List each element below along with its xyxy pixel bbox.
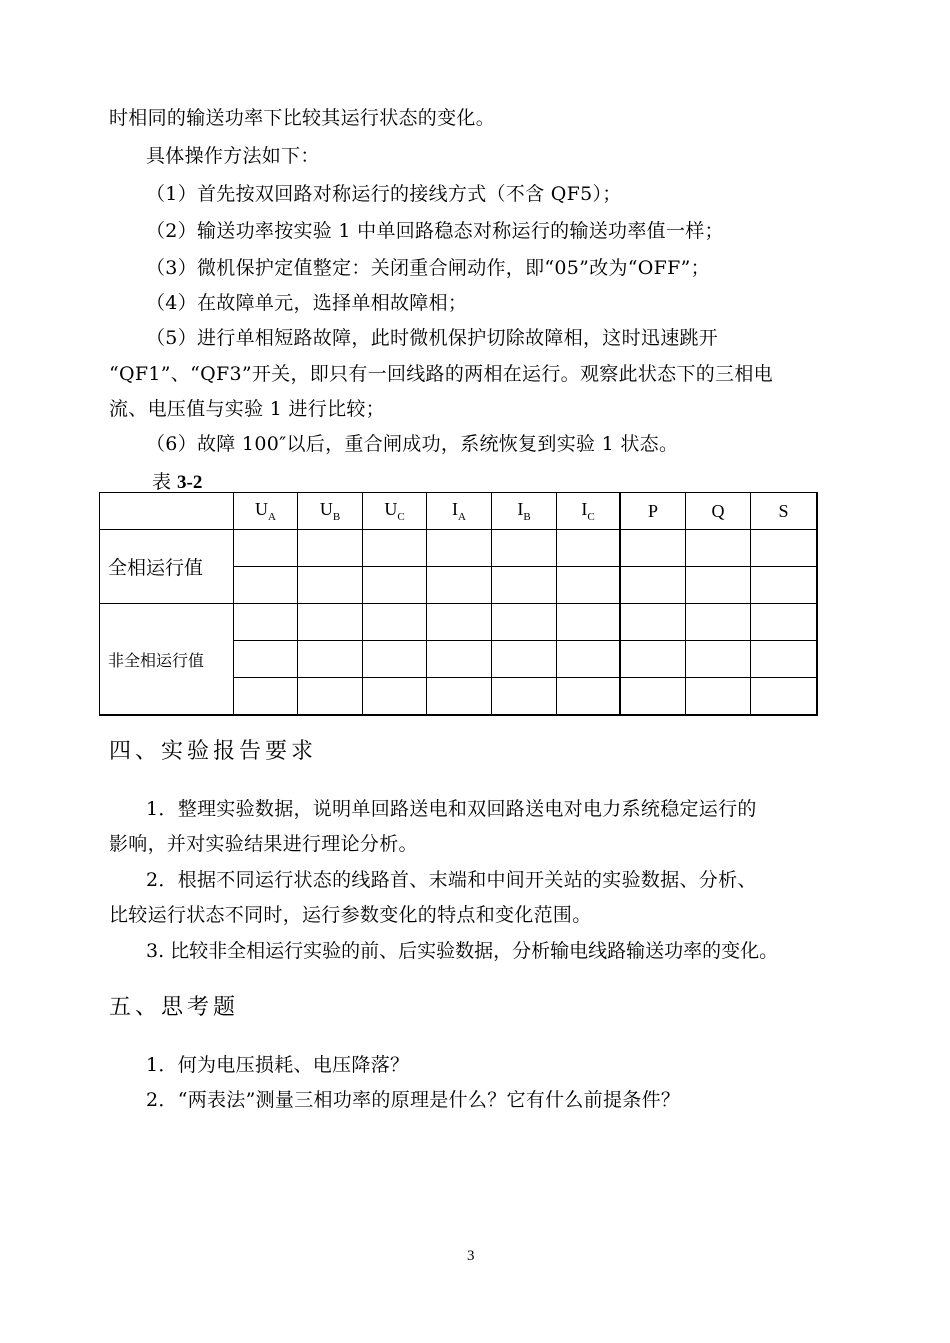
row-label-non-full-phase: 非全相运行值 bbox=[100, 604, 234, 716]
step-5-cont: 流、电压值与实验 1 进行比较； bbox=[109, 398, 385, 420]
paragraph-line: 时相同的输送功率下比较其运行状态的变化。 bbox=[109, 107, 496, 129]
paragraph-line: 具体操作方法如下： bbox=[146, 145, 320, 167]
table-caption bbox=[152, 467, 202, 494]
step-5: （5）进行单相短路故障，此时微机保护切除故障相，这时迅速跳开 bbox=[146, 327, 719, 349]
report-item-2: 2．根据不同运行状态的线路首、末端和中间开关站的实验数据、分析、 bbox=[146, 869, 757, 891]
table-caption-prefix: 表 bbox=[152, 471, 178, 493]
header-ua: $U_A$ bbox=[234, 493, 298, 530]
table-header-row bbox=[100, 493, 818, 530]
header-p: P bbox=[620, 493, 686, 530]
step-4: （4）在故障单元，选择单相故障相； bbox=[146, 292, 468, 314]
header-ib: $I_B$ bbox=[492, 493, 557, 530]
data-table bbox=[99, 492, 818, 716]
table-corner-cell bbox=[100, 493, 234, 530]
step-2: （2）输送功率按实验 1 中单回路稳态对称运行的输送功率值一样； bbox=[146, 220, 724, 242]
header-s: S bbox=[751, 493, 818, 530]
page-number: 3 bbox=[467, 1248, 475, 1264]
report-item-2-cont: 比较运行状态不同时，运行参数变化的特点和变化范围。 bbox=[109, 904, 592, 926]
step-1: （1）首先按双回路对称运行的接线方式（不含 QF5）； bbox=[146, 183, 622, 205]
step-6: （6）故障 100″以后，重合闸成功，系统恢复到实验 1 状态。 bbox=[146, 433, 679, 455]
report-item-1: 1．整理实验数据，说明单回路送电和双回路送电对电力系统稳定运行的 bbox=[146, 798, 757, 820]
report-item-1-cont: 影响，并对实验结果进行理论分析。 bbox=[109, 833, 418, 855]
question-2: 2．“两表法”测量三相功率的原理是什么？它有什么前提条件？ bbox=[146, 1089, 681, 1111]
header-q: Q bbox=[686, 493, 751, 530]
question-1: 1．何为电压损耗、电压降落？ bbox=[146, 1054, 410, 1076]
header-ia: $I_A$ bbox=[427, 493, 492, 530]
header-ic: $I_C$ bbox=[557, 493, 621, 530]
step-3: （3）微机保护定值整定：关闭重合闸动作，即“05”改为“OFF”； bbox=[146, 257, 710, 279]
section-heading-questions: 五、思考题 bbox=[109, 995, 240, 1020]
header-ub: $U_B$ bbox=[298, 493, 363, 530]
table-caption-number: 3-2 bbox=[177, 472, 203, 493]
table-row bbox=[100, 604, 818, 641]
table-row bbox=[100, 530, 818, 567]
section-heading-report: 四、实验报告要求 bbox=[109, 739, 318, 764]
header-uc: $U_C$ bbox=[363, 493, 427, 530]
step-5-cont: “QF1”、“QF3”开关，即只有一回线路的两相在运行。观察此状态下的三相电 bbox=[109, 363, 773, 385]
row-label-full-phase: 全相运行值 bbox=[100, 530, 234, 604]
report-item-3: 3. 比较非全相运行实验的前、后实验数据，分析输电线路输送功率的变化。 bbox=[146, 940, 779, 962]
